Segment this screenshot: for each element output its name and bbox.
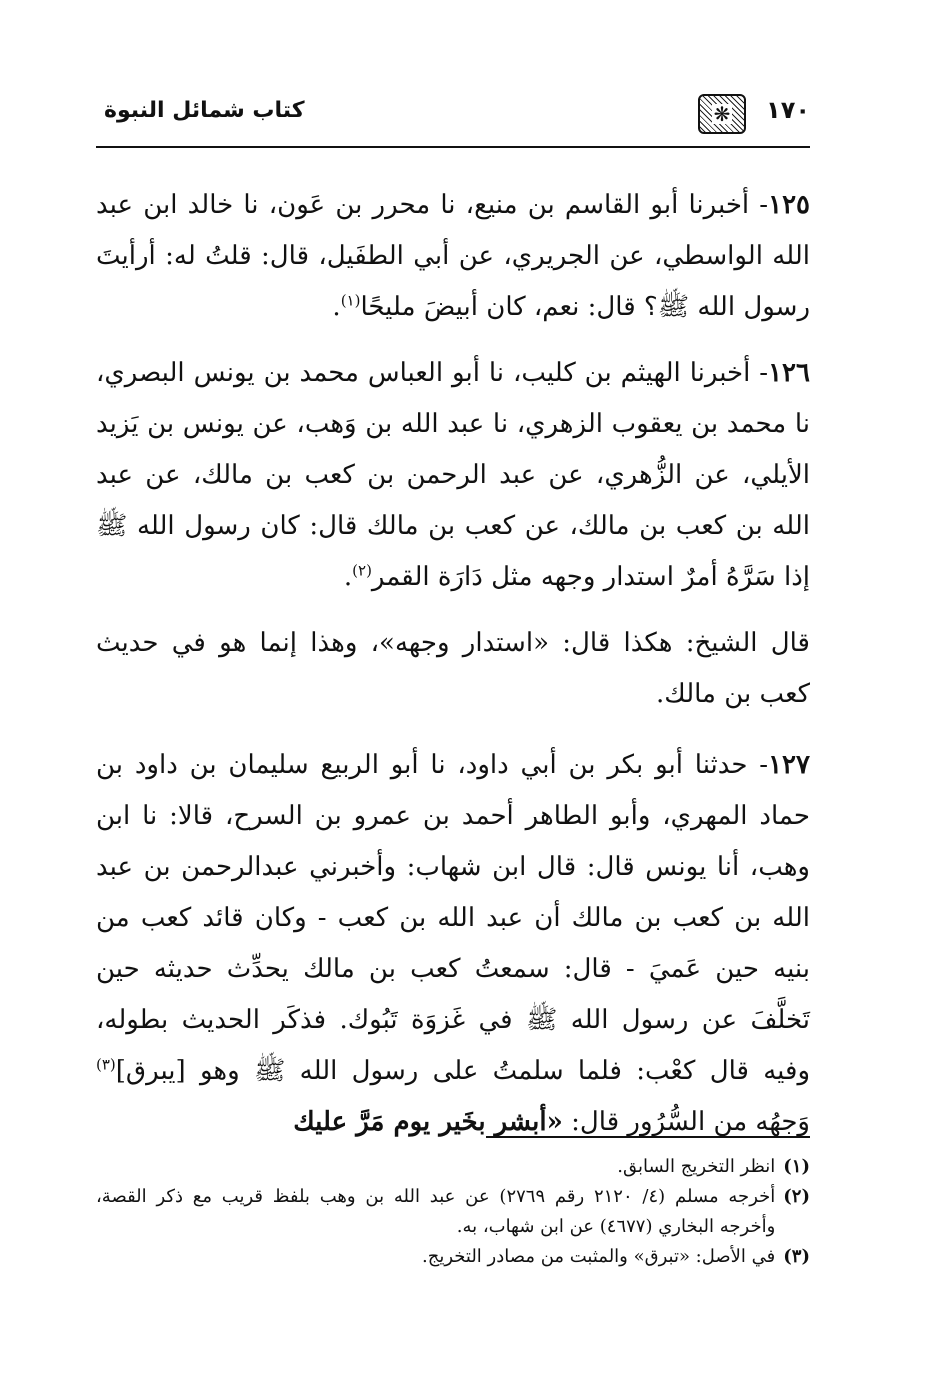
footnote-number: (٣) [783,1246,810,1267]
footnote-1 [96,1152,810,1182]
footnote-text: في الأصل: «تبرق» والمثبت من مصادر التخريج. [421,1246,776,1267]
hadith-126 [96,348,810,603]
comment-text: قال الشيخ: هكذا قال: «استدار وجهه»، وهذا إنما هو في حديث كعب بن مالك. [96,628,810,709]
hadith-127 [96,740,810,1148]
page-content [96,88,810,1308]
sentence-end: . [332,292,341,322]
hadith-number: ١٢٧ [768,750,810,780]
footnote-ref: (٣) [96,1055,116,1074]
hadith-text: - أخبرنا أبو القاسم بن منيع، نا محرر بن عَون، نا خالد ابن عبد الله الواسطي، عن الجريري، عن أبي الطفَيل، قال: قلتُ له: أرأيتَ رسول الله ﷺ؟ قال: نعم، كان أبيضَ مليحًا [96,190,810,322]
footnote-2 [96,1182,810,1242]
hadith-text: - حدثنا أبو بكر بن أبي داود، نا أبو الربيع سليمان بن داود بن حماد المهري، وأبو الطاهر أحمد بن عمرو بن السرح، قالا: نا ابن وهب، أنا يونس قال: قال ابن شهاب: وأخبرني عبدالرحمن بن عبد الله بن كعب بن مالك أن عبد الله بن كعب - وكان قائد كعب من بنيه حين عَميَ - قال: سمعتُ كعب بن مالك يحدِّث حديثه حين تَخلَّفَ عن رسول الله ﷺ في غَزوَة تَبُوك. فذكَر الحديث بطوله، وفيه قال كعْب: فلما سلمتُ على رسول الله ﷺ وهو [يبرق] [96,750,810,1086]
hadith-text: - أخبرنا الهيثم بن كليب، نا أبو العباس محمد بن يونس البصري، نا محمد بن يعقوب الزهري، نا عبد الله بن وَهب، عن يونس بن يَزيد الأيلي، عن الزُّهري، عن عبد الرحمن بن كعب بن مالك، عن عبد الله بن كعب بن مالك، عن كعب بن مالك قال: كان رسول الله ﷺ إذا سَرَّهُ أمرٌ استدار وجهه مثل دَارَة القمر [96,358,810,592]
main-text [96,180,810,1163]
footnotes [96,1136,810,1272]
sheikh-comment [96,618,810,720]
footnote-divider [486,1136,810,1138]
running-header [96,88,810,148]
footnote-ref: (١) [340,291,361,310]
hadith-quote: «أبشر بخَير يوم مَرَّ عليك [293,1107,563,1137]
book-title: كتاب شمائل النبوة [104,98,305,123]
footnote-3 [96,1242,810,1272]
page-number: ١٧٠ [766,96,810,124]
hadith-text-continued: وَجهُه من السُّرُور قال: [562,1107,810,1137]
footnote-text: انظر التخريج السابق. [617,1156,776,1177]
hadith-number: ١٢٦ [768,358,810,388]
sentence-end: . [343,562,353,592]
hadith-125 [96,180,810,333]
footnote-text: أخرجه مسلم (٤/ ٢١٢٠ رقم ٢٧٦٩) عن عبد الله بن وهب بلفظ قريب مع ذكر القصة، وأخرجه البخاري (٤٦٧٧) عن ابن شهاب، به. [96,1186,776,1237]
hadith-number: ١٢٥ [768,190,811,220]
footnote-number: (١) [783,1156,810,1177]
footnote-number: (٢) [783,1186,810,1207]
footnote-ref: (٢) [352,561,372,580]
footnote-list [96,1152,810,1272]
ornament-icon: ❋ [698,94,746,134]
